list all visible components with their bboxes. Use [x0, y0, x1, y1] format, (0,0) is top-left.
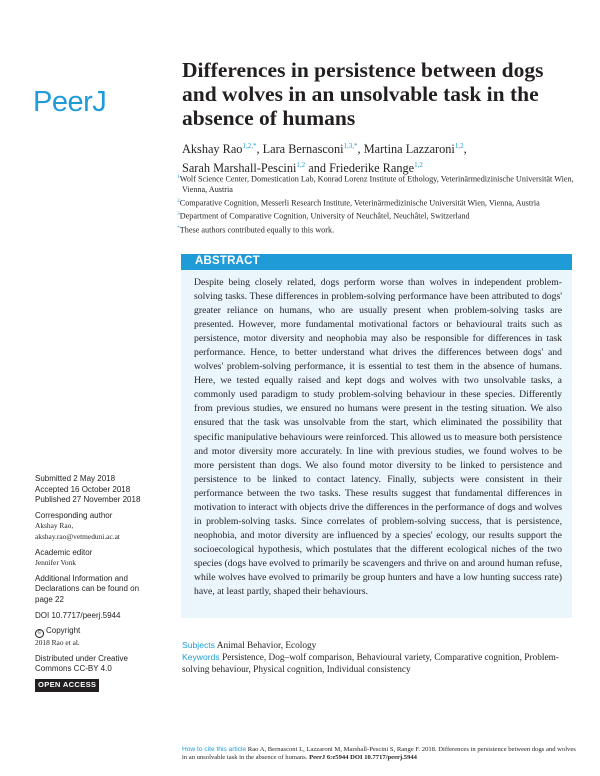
- peerj-logo-text: PeerJ: [33, 86, 107, 118]
- subjects-label: Subjects: [182, 640, 215, 650]
- author-name: Akshay Rao: [182, 142, 243, 157]
- accepted-date: Accepted 16 October 2018: [35, 484, 131, 494]
- additional-information-note[interactable]: Additional Information and Declarations can be found on page 22: [35, 573, 140, 604]
- citation-footer: [182, 746, 582, 763]
- citation-journal: PeerJ: [309, 754, 326, 762]
- keywords-line: [182, 652, 572, 676]
- author-list: Akshay Rao$^{1,2,*}$, Lara Bernasconi$^{1,3,*}$, Martina Lazzaroni$^{1,2}$, Sarah Marshall-Pescini$^{1,2}$ and Friederike Range$^{1,2}$: [182, 142, 467, 176]
- affiliation-item: $^2$Comparative Cognition, Messerli Research Institute, Veterinärmedizinische Universität Wien, Vienna, Austria: [177, 197, 540, 208]
- peerj-logo: [33, 86, 137, 122]
- author-affiliation-marker: 1,2: [414, 161, 423, 170]
- author-name: Friederike Range: [329, 161, 415, 176]
- doi-link[interactable]: 10.7717/peerj.5944: [51, 610, 121, 620]
- keywords-text: Persistence, Dog–wolf comparison, Behavioural variety, Comparative cognition, Problem-solving behaviour, Physical cognition, Individual consistency: [182, 653, 559, 675]
- corresponding-author-label: Corresponding author: [35, 510, 113, 520]
- abstract-header: [181, 254, 572, 270]
- affiliation-item: *These authors contributed equally to this work.: [177, 224, 335, 235]
- author-affiliation-marker: 1,2: [454, 142, 464, 150]
- academic-editor-label: Academic editor: [35, 547, 93, 557]
- submitted-date: Submitted 2 May 2018: [35, 474, 116, 483]
- article-info-sidebar: [35, 474, 157, 692]
- paper-title: Differences in persistence between dogs and wolves in an unsolvable task in the absence of humans: [182, 58, 544, 130]
- subjects-keywords: [182, 640, 572, 676]
- copyright-text: 2018 Rao et al.: [35, 638, 80, 648]
- corresponding-author-name: Akshay Rao,: [35, 521, 74, 531]
- author-affiliation-marker: 1,3,*: [343, 142, 358, 150]
- author-name: Sarah Marshall-Pescini: [182, 161, 297, 176]
- copyright-label: © Copyright: [35, 626, 157, 638]
- citation-text: Rao A, Bernasconi L, Lazzaroni M, Marshall-Pescini S, Range F. 2018. Differences in persistence between dogs and wolves in an unsolvable task in the absence of humans.: [182, 746, 576, 762]
- open-access-badge: OPEN ACCESS: [35, 679, 99, 692]
- academic-editor-name: Jennifer Vonk: [35, 558, 76, 568]
- citation-label: How to cite this article: [182, 746, 247, 753]
- citation-volume: 6:e5944: [326, 754, 349, 762]
- subjects-text: Animal Behavior, Ecology: [216, 641, 317, 651]
- author-affiliation-marker: 1,2: [296, 161, 306, 170]
- author-name: Lara Bernasconi: [262, 142, 344, 157]
- abstract-text: Despite being closely related, dogs perform worse than wolves in independent problem-solving tasks. These differences in problem-solving performance have been attributed to dogs' greater reliance on humans, who are usually present when problem-solving tasks are presented. However, more fundamental motivational factors or behavioural traits such as persistence, motor diversity and neophobia may also be responsible for differences in task performance. Hence, to better understand what drives the differences between dogs' and wolves' problem-solving performance, it is essential to test them in the absence of humans. Here, we tested equally raised and kept dogs and wolves with two unsolvable tasks, a commonly used paradigm to study problem-solving behaviour in these species. Differently from previous studies, we ensured no humans were present in the testing situation. We also ensured that the task was unsolvable from the start, which eliminated the possibility that specific manipulative behaviours were reinforced. This allowed us to measure both persistence and motor diversity more accurately. In line with previous studies, we found wolves to be more persistent than dogs. We also found motor diversity to be linked to persistence and persistence to be linked to contact latency. Finally, subjects were consistent in their performance between the two tasks. These results suggest that fundamental differences in motivation to interact with objects drive the differences in the performance of dogs and wolves in problem-solving tasks. Since correlates of problem-solving success, that is persistence, neophobia, and motor diversity are influenced by a species' ecology, our results support the socioecological hypothesis, which postulates that the different ecological niches of the two species (dogs have evolved to primarily be scavengers and thrive on and around human refuse, while wolves have evolved to primarily be group hunters and have a low hunting success rate) have, at least partly, shaped their behaviours.: [194, 277, 562, 598]
- corresponding-author-email[interactable]: akshay.rao@vetmeduni.ac.at: [35, 531, 120, 541]
- affiliation-item: $^1$Wolf Science Center, Domestication Lab, Konrad Lorenz Institute of Ethology, Veterinärmedizinische Universität Wien, Vienna, Austria: [177, 174, 574, 195]
- affiliation-item: $^3$Department of Comparative Cognition, University of Neuchâtel, Neuchâtel, Switzerland: [177, 211, 470, 221]
- doi-line[interactable]: DOI 10.7717/peerj.5944: [35, 610, 121, 620]
- published-date: Published 27 November 2018: [35, 495, 141, 505]
- keywords-label: Keywords: [182, 652, 220, 663]
- author-affiliation-marker: 1,2,*: [242, 142, 257, 150]
- license-statement[interactable]: Distributed under Creative Commons CC-BY 4.0: [35, 653, 128, 674]
- subjects-line: [182, 640, 572, 652]
- affiliation-list: [177, 172, 587, 236]
- author-name: Martina Lazzaroni: [363, 142, 455, 157]
- abstract-heading: ABSTRACT: [195, 255, 260, 267]
- citation-doi[interactable]: DOI 10.7717/peerj.5944: [350, 754, 417, 762]
- copyright-icon: ©: [35, 629, 44, 638]
